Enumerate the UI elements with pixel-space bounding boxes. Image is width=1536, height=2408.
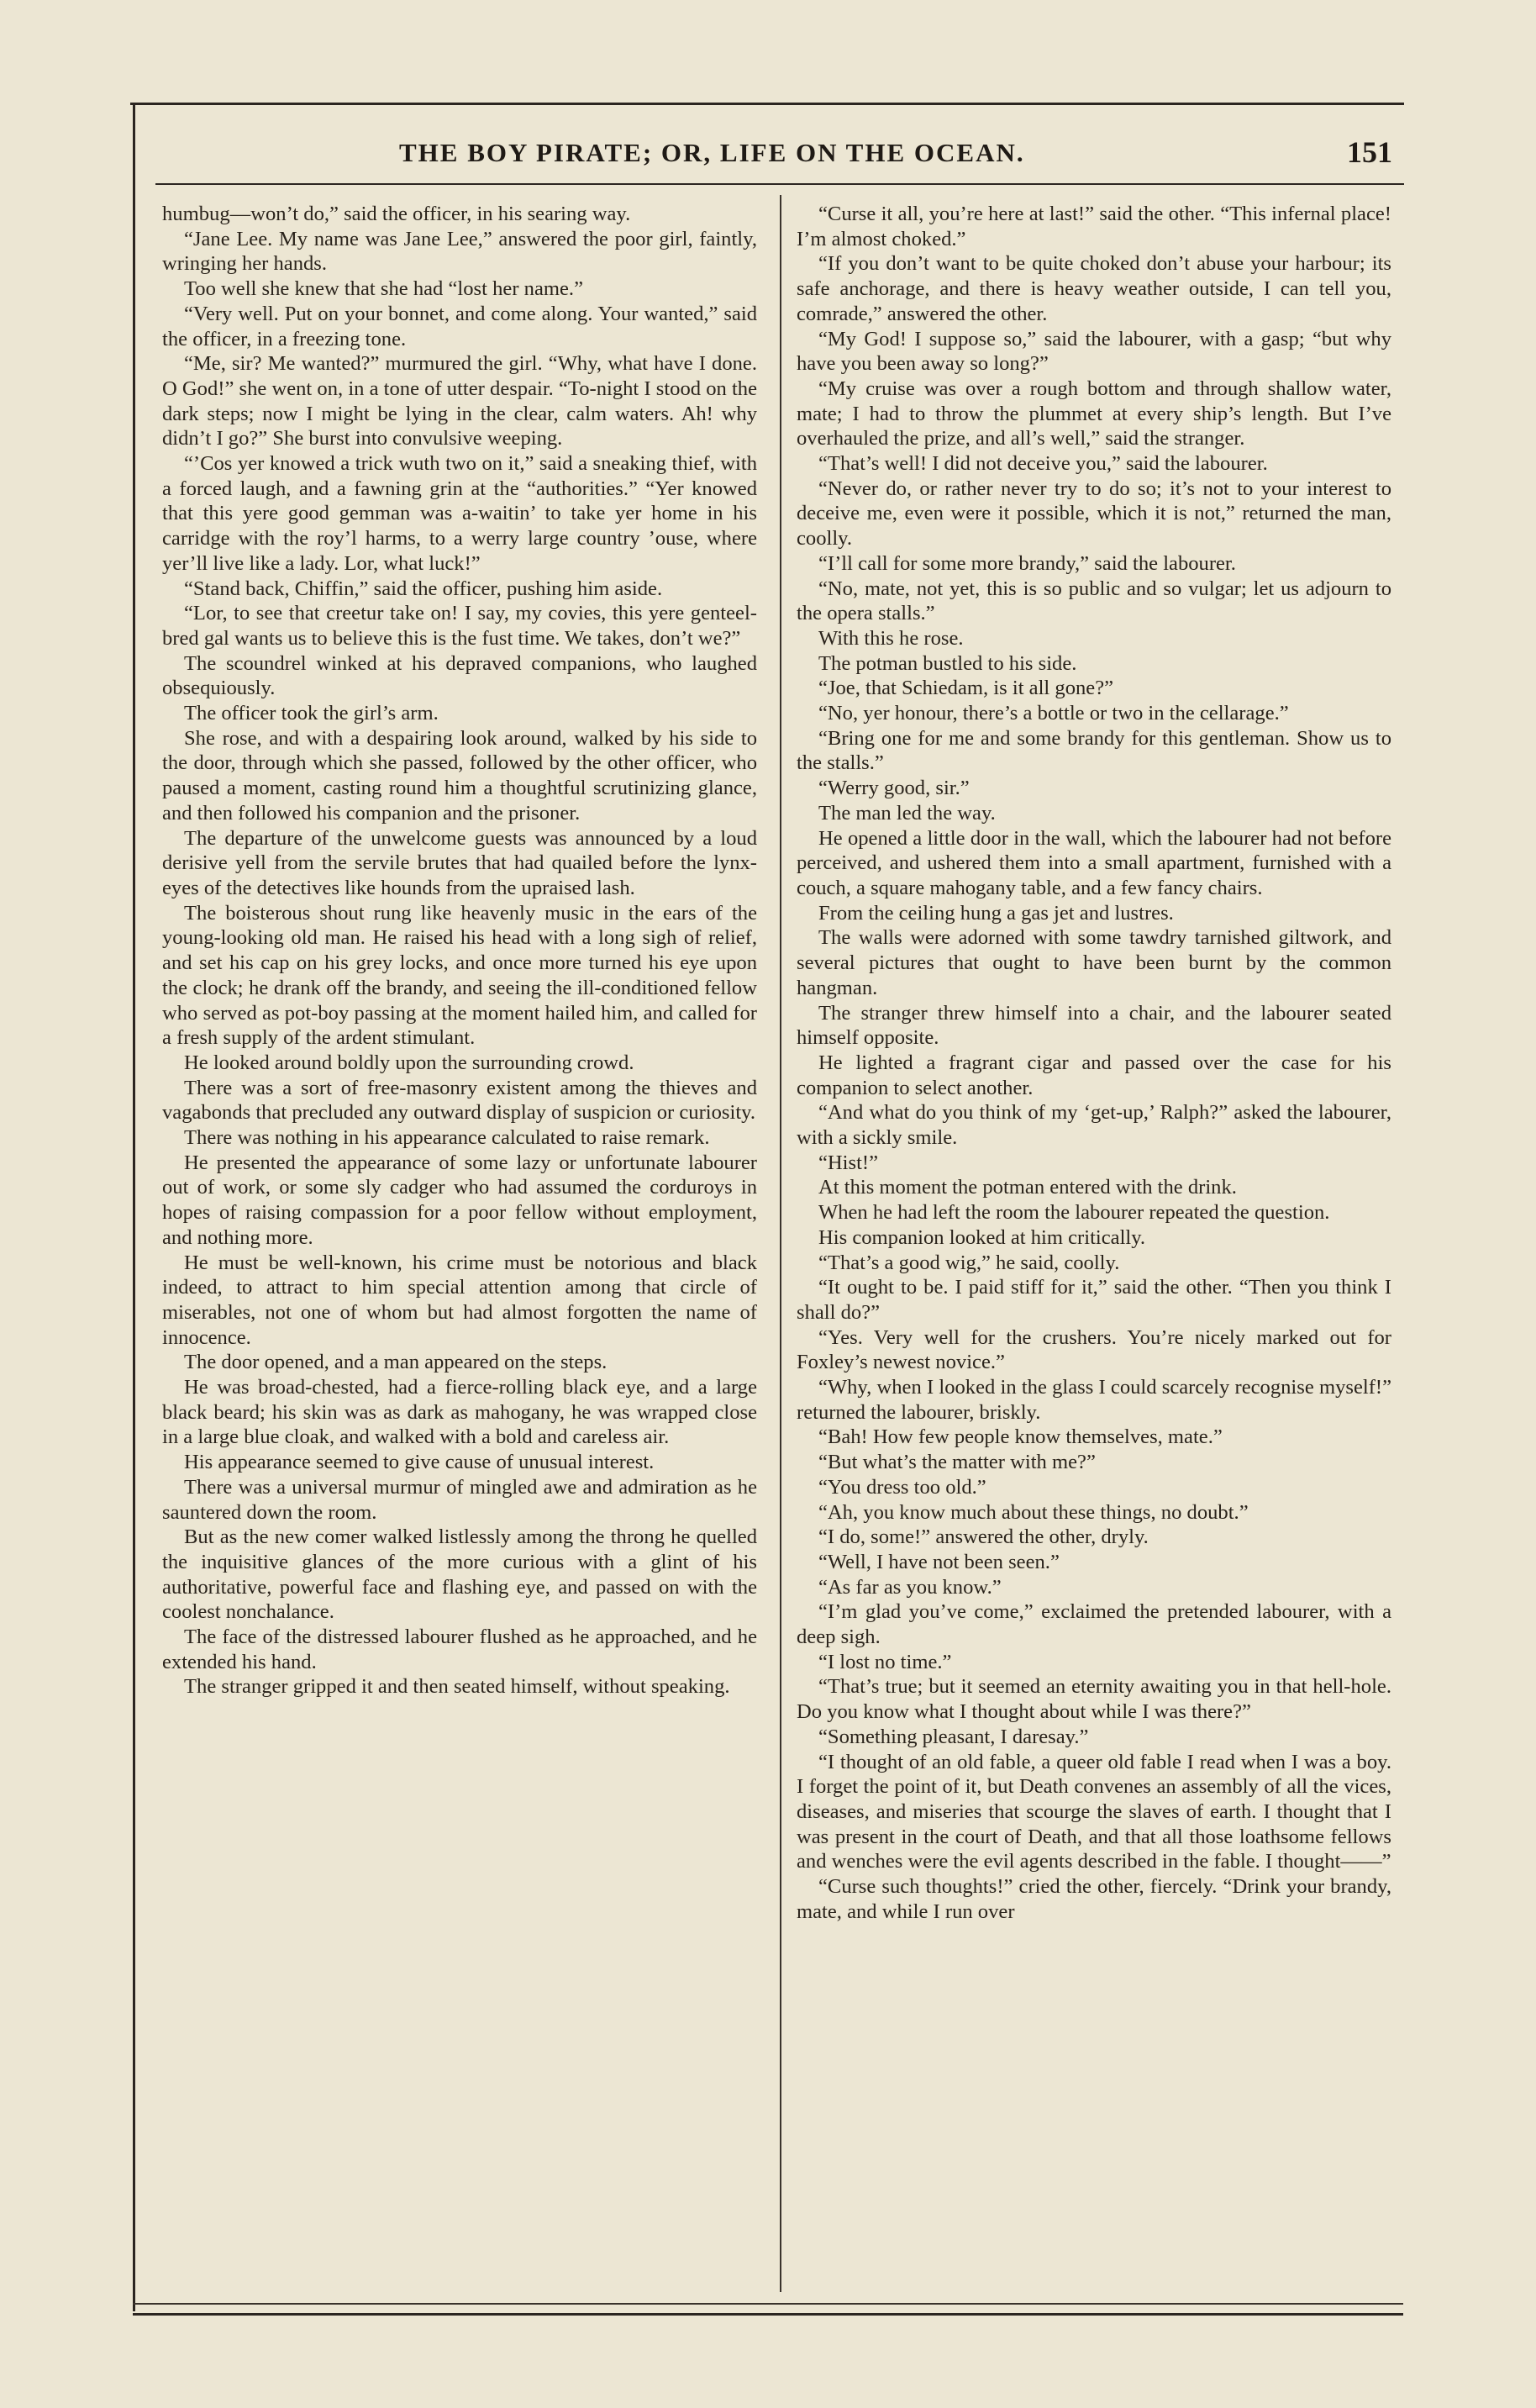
paragraph: The scoundrel winked at his depraved companions, who laughed obsequiously. — [162, 651, 757, 700]
paragraph: “Lor, to see that creetur take on! I say, my covies, this yere genteel-bred gal wants us to believe this is the fust time. We takes, don’t we?” — [162, 602, 757, 650]
running-title: THE BOY PIRATE; OR, LIFE ON THE OCEAN. — [399, 138, 1025, 167]
paragraph: He opened a little door in the wall, which the labourer had not before perceived, and ushered them into a small apartment, furnished with a couch, a square mahogany table, and a few fancy chairs. — [797, 826, 1391, 899]
paragraph: “My cruise was over a rough bottom and through shallow water, mate; I had to throw the plummet at every ship’s length. But I’ve overhauled the prize, and all’s well,” said the stranger. — [797, 377, 1391, 451]
paragraph: “Why, when I looked in the glass I could scarcely recognise myself!” returned the labourer, briskly. — [797, 1376, 1391, 1424]
paragraph: “Hist!” — [818, 1151, 879, 1174]
paragraph: “Curse such thoughts!” cried the other, fiercely. “Drink your brandy, mate, and while I run over — [797, 1875, 1391, 1923]
paragraph: “Joe, that Schiedam, is it all gone?” — [818, 677, 1114, 700]
paragraph: “I’ll call for some more brandy,” said the labourer. — [818, 551, 1236, 575]
paragraph: “And what do you think of my ‘get-up,’ Ralph?” asked the labourer, with a sickly smile. — [797, 1101, 1391, 1150]
paragraph: His appearance seemed to give cause of unusual interest. — [184, 1451, 655, 1474]
top-border-rule — [130, 103, 1404, 105]
paragraph: She rose, and with a despairing look around, walked by his side to the door, through which she passed, followed by the other officer, who paused a moment, casting round him a thoughtful scrutinizing glance, and then followed his companion and the prisoner. — [162, 726, 757, 825]
paragraph: His companion looked at him critically. — [818, 1225, 1146, 1249]
paragraph: “It ought to be. I paid stiff for it,” said the other. “Then you think I shall do?” — [797, 1276, 1391, 1324]
left-border-rule — [133, 103, 135, 2311]
paragraph: “Me, sir? Me wanted?” murmured the girl. “Why, what have I done. O God!” she went on, in a tone of utter despair. “To-night I stood on the dark steps; now I might be lying in the clear, calm waters. Ah! why didn’t I go?” She burst into convulsive weeping. — [162, 352, 757, 451]
paragraph: “If you don’t want to be quite choked don’t abuse your harbour; its safe anchorage, and there is heavy weather outside, I can tell you, comrade,” answered the other. — [797, 252, 1391, 325]
paragraph: The boisterous shout rung like heavenly music in the ears of the young-looking old man. He raised his head with a long sigh of relief, and set his cap on his grey locks, and once more turned his eye upon the clock; he drank off the brandy, and seeing the ill-conditioned fellow who served as pot-boy passing at the moment hailed him, and called for a fresh supply of the ardent stimulant. — [162, 901, 757, 1050]
paragraph: When he had left the room the labourer repeated the question. — [818, 1201, 1330, 1225]
paragraph: “But what’s the matter with me?” — [818, 1451, 1096, 1474]
paragraph: The potman bustled to his side. — [818, 651, 1077, 675]
paragraph: At this moment the potman entered with the drink. — [818, 1176, 1237, 1199]
paragraph: He was broad-chested, had a fierce-rolling black eye, and a large black beard; his skin was as dark as mahogany, he was wrapped close in a large blue cloak, and walked with a bold and careless air. — [162, 1376, 757, 1449]
paragraph: The man led the way. — [818, 801, 996, 825]
paragraph: “I thought of an old fable, a queer old fable I read when I was a boy. I forget the point of it, but Death convenes an assembly of all the vices, diseases, and miseries that scourge the slaves of earth. I thought that I was present in the court of Death, and that all those loathsome fellows and wenches were the evil agents described in the fable. I thought——” — [797, 1750, 1391, 1873]
paragraph: The officer took the girl’s arm. — [184, 702, 439, 725]
paragraph: “Stand back, Chiffin,” said the officer, pushing him aside. — [184, 577, 663, 600]
paragraph: “Bring one for me and some brandy for this gentleman. Show us to the stalls.” — [797, 726, 1391, 775]
paragraph: “My God! I suppose so,” said the labourer, with a gasp; “but why have you been away so long?” — [797, 327, 1391, 376]
paragraph: But as the new comer walked listlessly among the throng he quelled the inquisitive glances of the more curious with a glint of his authoritative, powerful face and flashing eye, and passed on with the coolest nonchalance. — [162, 1525, 757, 1624]
page-number: 151 — [1347, 135, 1392, 169]
paragraph: “You dress too old.” — [818, 1475, 986, 1499]
page-header — [155, 134, 1399, 175]
paragraph: “I do, some!” answered the other, dryly. — [818, 1525, 1149, 1549]
paragraph: “That’s true; but it seemed an eternity awaiting you in that hell-hole. Do you know what I thought about while I was there?” — [797, 1675, 1391, 1724]
left-column — [162, 202, 757, 2299]
paragraph: “’Cos yer knowed a trick wuth two on it,” said a sneaking thief, with a forced laugh, and a fawning grin at the “authorities.” “Yer knowed that this yere good gemman was a-waitin’ to take yer home in his carridge with the roy’l harms, to a werry large country ’ouse, where yer’ll live like a lady. Lor, what luck!” — [162, 452, 757, 575]
paragraph: The walls were adorned with some tawdry tarnished giltwork, and several pictures that ought to have been burnt by the common hangman. — [797, 926, 1391, 999]
paragraph: “Curse it all, you’re here at last!” said the other. “This infernal place! I’m almost choked.” — [797, 203, 1391, 250]
paragraph: He looked around boldly upon the surrounding crowd. — [184, 1051, 634, 1074]
paragraph: “I’m glad you’ve come,” exclaimed the pretended labourer, with a deep sigh. — [797, 1600, 1391, 1649]
header-rule — [155, 183, 1404, 185]
paragraph: “No, yer honour, there’s a bottle or two in the cellarage.” — [818, 702, 1289, 725]
paragraph: “Jane Lee. My name was Jane Lee,” answered the poor girl, faintly, wringing her hands. — [162, 227, 757, 276]
paragraph: The face of the distressed labourer flushed as he approached, and he extended his hand. — [162, 1626, 757, 1673]
paragraph: “That’s a good wig,” he said, coolly. — [818, 1251, 1120, 1274]
paragraph: The stranger gripped it and then seated himself, without speaking. — [184, 1675, 730, 1699]
paragraph: “That’s well! I did not deceive you,” said the labourer. — [818, 452, 1268, 476]
paragraph: Too well she knew that she had “lost her name.” — [184, 277, 583, 301]
paragraph: “Very well. Put on your bonnet, and come along. Your wanted,” said the officer, in a freezing tone. — [162, 302, 757, 350]
paragraph: He presented the appearance of some lazy or unfortunate labourer out of work, or some sly cadger who had assumed the corduroys in hopes of raising compassion for a poor fellow without employment, and nothing more. — [162, 1151, 757, 1249]
paragraph: The stranger threw himself into a chair, and the labourer seated himself opposite. — [797, 1001, 1391, 1050]
paragraph: There was a universal murmur of mingled awe and admiration as he sauntered down the room. — [162, 1475, 757, 1524]
paragraph: “Ah, you know much about these things, no doubt.” — [818, 1500, 1249, 1524]
paragraph: “Never do, or rather never try to do so; it’s not to your interest to deceive me, even were it possible, which it is not,” returned the man, coolly. — [797, 477, 1391, 551]
paragraph: There was nothing in his appearance calculated to raise remark. — [184, 1126, 710, 1150]
column-divider — [780, 195, 781, 2292]
paragraph: “As far as you know.” — [818, 1575, 1002, 1599]
paragraph: “I lost no time.” — [818, 1650, 952, 1673]
paragraph: He lighted a fragrant cigar and passed over the case for his companion to select another. — [797, 1051, 1391, 1099]
paragraph: He must be well-known, his crime must be notorious and black indeed, to attract to him special attention among that circle of miserables, not one of whom but had almost forgotten the name of innocence. — [162, 1251, 757, 1349]
paragraph: “Bah! How few people know themselves, mate.” — [818, 1425, 1223, 1449]
paragraph: The door opened, and a man appeared on the steps. — [184, 1351, 608, 1374]
footer-rule-thick — [133, 2313, 1403, 2316]
right-column — [797, 202, 1391, 2299]
paragraph: “No, mate, not yet, this is so public and so vulgar; let us adjourn to the opera stalls.” — [797, 577, 1391, 625]
paragraph: “Yes. Very well for the crushers. You’re nicely marked out for Foxley’s newest novice.” — [797, 1325, 1391, 1374]
paragraph: With this he rose. — [818, 626, 964, 650]
paragraph: “Well, I have not been seen.” — [818, 1550, 1060, 1573]
paragraph: The departure of the unwelcome guests was announced by a loud derisive yell from the servile brutes that had quailed before the lynx-eyes of the detectives like hounds from the upraised lash. — [162, 826, 757, 899]
footer-rule-thin — [133, 2303, 1403, 2305]
paragraph: There was a sort of free-masonry existent among the thieves and vagabonds that precluded any outward display of suspicion or curiosity. — [162, 1076, 757, 1125]
paragraph: From the ceiling hung a gas jet and lustres. — [818, 901, 1174, 925]
paragraph: “Something pleasant, I daresay.” — [818, 1725, 1089, 1748]
paragraph: “Werry good, sir.” — [818, 777, 970, 800]
paragraph: humbug—won’t do,” said the officer, in his searing way. — [162, 203, 631, 225]
